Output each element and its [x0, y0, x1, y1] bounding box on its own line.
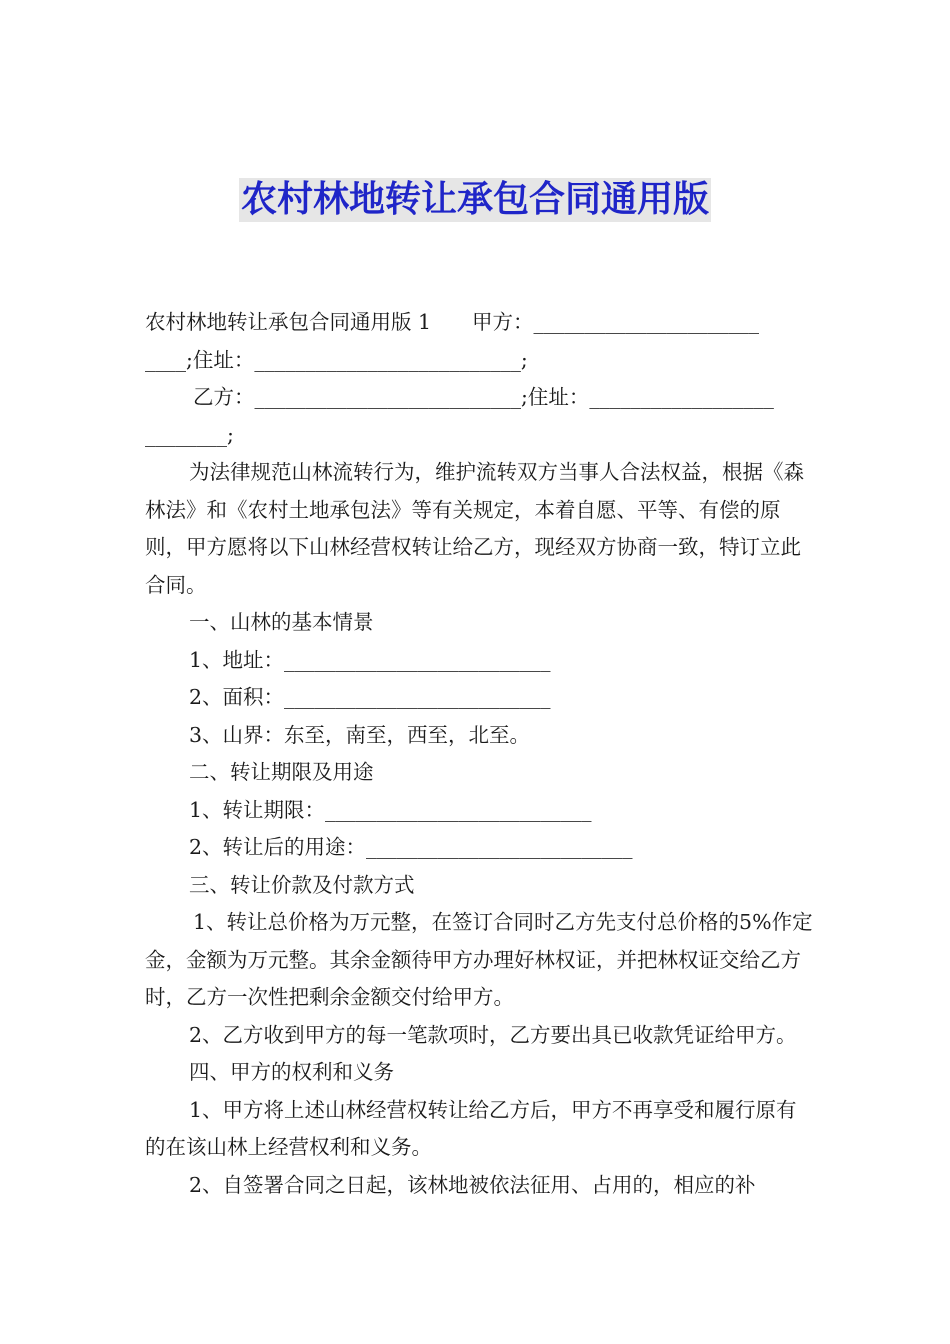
section-heading-3: 三、转让价款及付款方式 [189, 872, 415, 897]
clause-4-2: 2、自签署合同之日起，该林地被依法征用、占用的，相应的补 [189, 1172, 756, 1197]
section-heading-4: 四、甲方的权利和义务 [189, 1060, 394, 1084]
party-a-line: 农村林地转让承包合同通用版 1 甲方：______________________ [145, 310, 760, 334]
clause-2-2: 2、转让后的用途：__________________________ [189, 835, 633, 859]
document-body [145, 304, 815, 1204]
party-b-line: 乙方：__________________________;住址：__________________ [193, 385, 774, 409]
document-title: 农村林地转让承包合同通用版 [240, 179, 709, 220]
clause-2-1: 1、转让期限：__________________________ [189, 797, 592, 822]
clause-3-1: 1、转让总价格为万元整，在签订合同时乙方先支付总价格的5%作定金，金额为万元整。其余金额待甲方办理好林权证，并把林权证交给乙方时，乙方一次性把剩余金额交付给甲方。 [145, 910, 813, 1009]
clause-1-2: 2、面积：__________________________ [189, 685, 551, 709]
clause-1-3: 3、山界：东至，南至，西至，北至。 [189, 722, 531, 747]
clause-1-1: 1、地址：__________________________ [189, 647, 551, 672]
section-heading-2: 二、转让期限及用途 [189, 760, 374, 784]
section-heading-1: 一、山林的基本情景 [189, 610, 374, 634]
party-a-address-line: ____;住址：__________________________; [145, 347, 528, 372]
clause-4-1: 1、甲方将上述山林经营权转让给乙方后，甲方不再享受和履行原有的在该山林上经营权利和义务。 [145, 1097, 797, 1159]
preamble-paragraph: 为法律规范山林流转行为，维护流转双方当事人合法权益，根据《森林法》和《农村土地承包法》等有关规定，本着自愿、平等、有偿的原则，甲方愿将以下山林经营权转让给乙方，现经双方协商一致，特订立此合同。 [145, 460, 804, 597]
party-b-address-line: ________; [145, 422, 234, 447]
document-title-block [0, 178, 950, 222]
clause-3-2: 2、乙方收到甲方的每一笔款项时，乙方要出具已收款凭证给甲方。 [189, 1022, 797, 1047]
